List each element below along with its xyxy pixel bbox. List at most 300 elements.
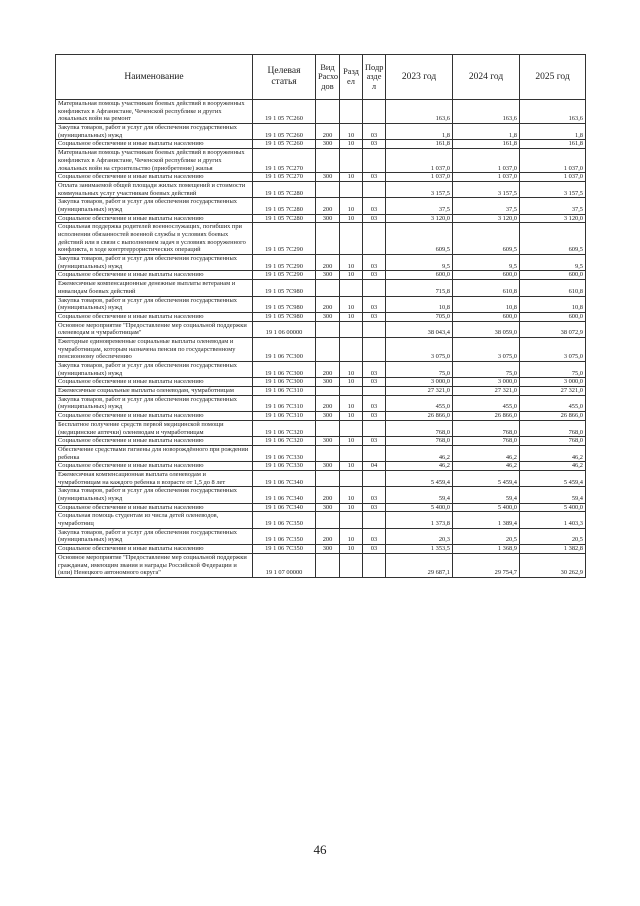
row-value-2023: 600,0: [386, 271, 453, 280]
row-section: 10: [340, 528, 363, 544]
row-target-code: 19 1 05 7С980: [253, 312, 316, 321]
row-value-2024: 3 000,0: [453, 378, 520, 387]
row-expense-type: [316, 470, 340, 486]
table-row: [56, 181, 586, 197]
row-name: Социальное обеспечение и иные выплаты населению: [56, 437, 253, 446]
table-row: [56, 553, 586, 577]
row-expense-type: [316, 181, 340, 197]
row-value-2025: 5 400,0: [520, 503, 586, 512]
row-value-2023: 161,8: [386, 140, 453, 149]
row-value-2024: 46,2: [453, 445, 520, 461]
row-target-code: 19 1 06 7С340: [253, 487, 316, 503]
row-target-code: 19 1 06 7С310: [253, 412, 316, 421]
row-subsection: 03: [363, 412, 386, 421]
row-value-2025: 46,2: [520, 445, 586, 461]
row-expense-type: 300: [316, 214, 340, 223]
row-subsection: 03: [363, 528, 386, 544]
table-row: [56, 271, 586, 280]
row-expense-type: 200: [316, 124, 340, 140]
table-row: [56, 124, 586, 140]
row-name: Социальное обеспечение и иные выплаты населению: [56, 214, 253, 223]
row-value-2025: 3 000,0: [520, 378, 586, 387]
table-row: [56, 321, 586, 337]
row-target-code: 19 1 06 7С320: [253, 420, 316, 436]
table-row: [56, 214, 586, 223]
row-value-2024: 46,2: [453, 462, 520, 471]
row-value-2023: 10,8: [386, 296, 453, 312]
row-target-code: 19 1 06 7С310: [253, 395, 316, 411]
row-target-code: 19 1 06 7С300: [253, 337, 316, 361]
row-value-2025: 46,2: [520, 462, 586, 471]
row-subsection: [363, 420, 386, 436]
row-section: [340, 223, 363, 255]
row-name: Материальная помощь участникам боевых действий в вооруженных конфликтах в Афганистане, Чеченской республике и других локальных войн на строительство (приобретение) жилья: [56, 149, 253, 173]
row-value-2023: 46,2: [386, 445, 453, 461]
row-expense-type: 200: [316, 528, 340, 544]
row-target-code: 19 1 05 7С280: [253, 214, 316, 223]
row-section: [340, 470, 363, 486]
table-row: [56, 487, 586, 503]
row-subsection: [363, 181, 386, 197]
row-name: Закупка товаров, работ и услуг для обеспечения государственных (муниципальных) нужд: [56, 255, 253, 271]
row-section: 10: [340, 362, 363, 378]
row-section: 10: [340, 395, 363, 411]
row-value-2023: 768,0: [386, 437, 453, 446]
row-section: [340, 149, 363, 173]
row-subsection: 03: [363, 395, 386, 411]
row-target-code: 19 1 05 7С260: [253, 100, 316, 124]
row-subsection: 03: [363, 198, 386, 214]
row-name: Закупка товаров, работ и услуг для обеспечения государственных (муниципальных) нужд: [56, 198, 253, 214]
row-name: Социальное обеспечение и иные выплаты населению: [56, 271, 253, 280]
row-value-2024: 38 059,0: [453, 321, 520, 337]
row-value-2024: 29 754,7: [453, 553, 520, 577]
table-row: [56, 378, 586, 387]
row-target-code: 19 1 06 7С350: [253, 545, 316, 554]
row-value-2025: 3 120,0: [520, 214, 586, 223]
row-value-2024: 1 368,9: [453, 545, 520, 554]
table-row: [56, 395, 586, 411]
row-name: Бесплатное получение средств первой медицинской помощи (медицинские аптечки) оленеводам и чумработницам: [56, 420, 253, 436]
row-name: Социальное обеспечение и иные выплаты населению: [56, 312, 253, 321]
header-target: Целевая статья: [253, 55, 316, 100]
row-value-2025: 27 321,0: [520, 387, 586, 396]
row-value-2023: 1 353,5: [386, 545, 453, 554]
row-name: Закупка товаров, работ и услуг для обеспечения государственных (муниципальных) нужд: [56, 487, 253, 503]
row-expense-type: [316, 223, 340, 255]
row-value-2023: 1 037,0: [386, 149, 453, 173]
row-value-2025: 5 459,4: [520, 470, 586, 486]
header-name: Наименование: [56, 55, 253, 100]
row-value-2025: 3 157,5: [520, 181, 586, 197]
row-value-2024: 1 037,0: [453, 173, 520, 182]
row-value-2023: 75,0: [386, 362, 453, 378]
row-subsection: [363, 553, 386, 577]
row-section: 10: [340, 462, 363, 471]
table-row: [56, 470, 586, 486]
row-value-2023: 3 157,5: [386, 181, 453, 197]
table-row: [56, 223, 586, 255]
row-subsection: 03: [363, 362, 386, 378]
row-section: [340, 387, 363, 396]
row-value-2024: 1 389,4: [453, 512, 520, 528]
row-subsection: 03: [363, 271, 386, 280]
row-section: [340, 100, 363, 124]
row-name: Социальное обеспечение и иные выплаты населению: [56, 378, 253, 387]
row-subsection: 03: [363, 437, 386, 446]
row-value-2023: 3 000,0: [386, 378, 453, 387]
row-name: Ежегодные единовременные социальные выплаты оленеводам и чумработницам, которым назначена пенсия по государственному пенсионному обеспечению: [56, 337, 253, 361]
row-section: 10: [340, 255, 363, 271]
row-expense-type: [316, 280, 340, 296]
row-target-code: 19 1 06 7С300: [253, 378, 316, 387]
row-expense-type: 300: [316, 271, 340, 280]
row-section: [340, 321, 363, 337]
row-section: 10: [340, 545, 363, 554]
row-target-code: 19 1 05 7С290: [253, 271, 316, 280]
row-value-2024: 768,0: [453, 420, 520, 436]
row-value-2024: 9,5: [453, 255, 520, 271]
row-expense-type: 200: [316, 296, 340, 312]
row-name: Ежемесячные социальные выплаты оленеводам, чумработницам: [56, 387, 253, 396]
row-value-2024: 20,5: [453, 528, 520, 544]
row-value-2024: 163,6: [453, 100, 520, 124]
row-value-2023: 3 120,0: [386, 214, 453, 223]
row-value-2023: 1 037,0: [386, 173, 453, 182]
table-row: [56, 503, 586, 512]
row-value-2025: 30 262,9: [520, 553, 586, 577]
row-value-2023: 715,8: [386, 280, 453, 296]
row-value-2023: 59,4: [386, 487, 453, 503]
row-expense-type: 200: [316, 487, 340, 503]
row-section: 10: [340, 124, 363, 140]
page-number: 46: [313, 842, 327, 857]
row-name: Оплата занимаемой общей площади жилых помещений и стоимости коммунальных услуг участникам боевых действий: [56, 181, 253, 197]
row-name: Основное мероприятие "Предоставление мер социальной поддержки оленеводам и чумработницам": [56, 321, 253, 337]
header-expense-type: Вид Расхо дов: [316, 55, 340, 100]
row-value-2025: 38 072,9: [520, 321, 586, 337]
row-value-2023: 27 321,0: [386, 387, 453, 396]
row-section: 10: [340, 198, 363, 214]
row-value-2024: 3 157,5: [453, 181, 520, 197]
table-row: [56, 312, 586, 321]
row-target-code: 19 1 05 7С270: [253, 173, 316, 182]
table-header-row: [56, 55, 586, 100]
header-year-2025: 2025 год: [520, 55, 586, 100]
row-expense-type: 200: [316, 362, 340, 378]
row-value-2023: 37,5: [386, 198, 453, 214]
row-value-2025: 600,0: [520, 312, 586, 321]
row-name: Ежемесячные компенсационные денежные выплаты ветеранам и инвалидам боевых действий: [56, 280, 253, 296]
row-section: [340, 337, 363, 361]
row-value-2023: 9,5: [386, 255, 453, 271]
row-expense-type: [316, 445, 340, 461]
row-value-2023: 163,6: [386, 100, 453, 124]
row-name: Социальное обеспечение и иные выплаты населению: [56, 462, 253, 471]
table-row: [56, 512, 586, 528]
row-target-code: 19 1 05 7С280: [253, 198, 316, 214]
row-target-code: 19 1 07 00000: [253, 553, 316, 577]
row-name: Основное мероприятие "Предоставление мер социальной поддержки гражданам, имеющим звания и награды Российской Федерации и (или) Ненецкого автономного округа": [56, 553, 253, 577]
row-value-2025: 37,5: [520, 198, 586, 214]
row-subsection: [363, 512, 386, 528]
row-value-2025: 768,0: [520, 420, 586, 436]
row-name: Социальное обеспечение и иные выплаты населению: [56, 503, 253, 512]
row-value-2023: 705,0: [386, 312, 453, 321]
row-value-2023: 455,0: [386, 395, 453, 411]
row-value-2025: 20,5: [520, 528, 586, 544]
table-row: [56, 412, 586, 421]
row-section: [340, 420, 363, 436]
row-target-code: 19 1 05 7С290: [253, 223, 316, 255]
row-section: 10: [340, 378, 363, 387]
row-subsection: [363, 149, 386, 173]
row-value-2025: 600,0: [520, 271, 586, 280]
row-value-2024: 768,0: [453, 437, 520, 446]
row-value-2023: 5 400,0: [386, 503, 453, 512]
table-row: [56, 462, 586, 471]
row-name: Обеспечение средствами гигиены для новорождённого при рождении ребенка: [56, 445, 253, 461]
row-section: 10: [340, 296, 363, 312]
table-body: [56, 100, 586, 578]
row-value-2025: 1 037,0: [520, 149, 586, 173]
row-value-2024: 455,0: [453, 395, 520, 411]
row-target-code: 19 1 05 7С280: [253, 181, 316, 197]
row-name: Социальное обеспечение и иные выплаты населению: [56, 173, 253, 182]
row-subsection: 03: [363, 296, 386, 312]
row-expense-type: 200: [316, 395, 340, 411]
row-value-2023: 20,3: [386, 528, 453, 544]
table-row: [56, 362, 586, 378]
row-value-2024: 161,8: [453, 140, 520, 149]
table-row: [56, 528, 586, 544]
row-name: Социальное обеспечение и иные выплаты населению: [56, 140, 253, 149]
row-target-code: 19 1 06 00000: [253, 321, 316, 337]
table-row: [56, 387, 586, 396]
row-name: Закупка товаров, работ и услуг для обеспечения государственных (муниципальных) нужд: [56, 528, 253, 544]
row-value-2024: 1 037,0: [453, 149, 520, 173]
row-value-2025: 3 075,0: [520, 337, 586, 361]
table-row: [56, 337, 586, 361]
table-row: [56, 545, 586, 554]
row-subsection: 03: [363, 487, 386, 503]
row-value-2024: 3 120,0: [453, 214, 520, 223]
row-value-2024: 609,5: [453, 223, 520, 255]
table-row: [56, 255, 586, 271]
row-value-2024: 27 321,0: [453, 387, 520, 396]
table-row: [56, 280, 586, 296]
row-target-code: 19 1 05 7С260: [253, 140, 316, 149]
row-target-code: 19 1 05 7С260: [253, 124, 316, 140]
row-target-code: 19 1 06 7С330: [253, 462, 316, 471]
row-expense-type: [316, 387, 340, 396]
row-expense-type: 300: [316, 173, 340, 182]
row-name: Материальная помощь участникам боевых действий в вооруженных конфликтах в Афганистане, Чеченской республике и других локальных войн на ремонт: [56, 100, 253, 124]
row-value-2023: 768,0: [386, 420, 453, 436]
row-section: [340, 181, 363, 197]
row-target-code: 19 1 06 7С300: [253, 362, 316, 378]
row-target-code: 19 1 05 7С980: [253, 280, 316, 296]
row-value-2024: 75,0: [453, 362, 520, 378]
row-section: 10: [340, 173, 363, 182]
table-row: [56, 437, 586, 446]
row-value-2024: 600,0: [453, 312, 520, 321]
row-subsection: 03: [363, 312, 386, 321]
row-section: 10: [340, 437, 363, 446]
row-expense-type: [316, 100, 340, 124]
row-expense-type: 200: [316, 198, 340, 214]
row-expense-type: 300: [316, 503, 340, 512]
row-value-2024: 5 400,0: [453, 503, 520, 512]
row-name: Социальная помощь студентам из числа детей оленеводов, чумработниц: [56, 512, 253, 528]
row-name: Социальная поддержка родителей военнослужащих, погибших при исполнении обязанностей военной службы в условиях боевых действий или в связи с выполнением задач в условиях вооруженного конфликта, в ходе контртеррористических операций: [56, 223, 253, 255]
row-expense-type: [316, 512, 340, 528]
row-section: 10: [340, 271, 363, 280]
row-value-2025: 1 403,3: [520, 512, 586, 528]
row-subsection: 03: [363, 378, 386, 387]
row-value-2023: 1 373,8: [386, 512, 453, 528]
row-target-code: 19 1 06 7С320: [253, 437, 316, 446]
row-expense-type: [316, 337, 340, 361]
row-value-2025: 10,8: [520, 296, 586, 312]
row-value-2025: 609,5: [520, 223, 586, 255]
row-section: 10: [340, 487, 363, 503]
row-value-2024: 1,8: [453, 124, 520, 140]
row-value-2023: 26 866,0: [386, 412, 453, 421]
row-name: Социальное обеспечение и иные выплаты населению: [56, 545, 253, 554]
row-value-2025: 161,8: [520, 140, 586, 149]
row-target-code: 19 1 06 7С350: [253, 528, 316, 544]
row-subsection: [363, 321, 386, 337]
row-value-2024: 26 866,0: [453, 412, 520, 421]
table-row: [56, 173, 586, 182]
row-value-2024: 10,8: [453, 296, 520, 312]
header-year-2023: 2023 год: [386, 55, 453, 100]
row-value-2025: 768,0: [520, 437, 586, 446]
table-row: [56, 420, 586, 436]
row-expense-type: 300: [316, 545, 340, 554]
row-name: Социальное обеспечение и иные выплаты населению: [56, 412, 253, 421]
header-year-2024: 2024 год: [453, 55, 520, 100]
row-value-2025: 455,0: [520, 395, 586, 411]
row-expense-type: 300: [316, 378, 340, 387]
row-subsection: [363, 223, 386, 255]
row-section: 10: [340, 412, 363, 421]
row-section: [340, 445, 363, 461]
row-subsection: [363, 387, 386, 396]
row-target-code: 19 1 06 7С350: [253, 512, 316, 528]
table-row: [56, 100, 586, 124]
row-expense-type: 300: [316, 412, 340, 421]
budget-table: [55, 54, 586, 578]
row-value-2024: 5 459,4: [453, 470, 520, 486]
table-row: [56, 198, 586, 214]
row-subsection: [363, 445, 386, 461]
row-subsection: [363, 337, 386, 361]
row-section: [340, 512, 363, 528]
row-value-2024: 59,4: [453, 487, 520, 503]
row-subsection: 03: [363, 173, 386, 182]
row-value-2023: 29 687,1: [386, 553, 453, 577]
table-row: [56, 149, 586, 173]
row-subsection: 03: [363, 255, 386, 271]
row-value-2024: 3 075,0: [453, 337, 520, 361]
row-value-2024: 600,0: [453, 271, 520, 280]
row-name: Ежемесячная компенсационная выплата оленеводам и чумработницам на каждого ребенка в возрасте от 1,5 до 8 лет: [56, 470, 253, 486]
row-section: 10: [340, 140, 363, 149]
row-value-2025: 59,4: [520, 487, 586, 503]
row-expense-type: [316, 420, 340, 436]
table-row: [56, 140, 586, 149]
row-expense-type: 300: [316, 437, 340, 446]
row-value-2025: 610,8: [520, 280, 586, 296]
row-value-2023: 5 459,4: [386, 470, 453, 486]
row-subsection: 03: [363, 503, 386, 512]
row-expense-type: 300: [316, 312, 340, 321]
row-target-code: 19 1 06 7С340: [253, 503, 316, 512]
row-subsection: 03: [363, 124, 386, 140]
row-subsection: 04: [363, 462, 386, 471]
row-value-2023: 38 043,4: [386, 321, 453, 337]
row-target-code: 19 1 06 7С340: [253, 470, 316, 486]
row-expense-type: 200: [316, 255, 340, 271]
row-expense-type: 300: [316, 140, 340, 149]
header-section: Разд ел: [340, 55, 363, 100]
row-target-code: 19 1 05 7С290: [253, 255, 316, 271]
row-value-2024: 37,5: [453, 198, 520, 214]
row-target-code: 19 1 05 7С270: [253, 149, 316, 173]
row-value-2025: 163,6: [520, 100, 586, 124]
row-subsection: [363, 100, 386, 124]
row-section: [340, 280, 363, 296]
row-value-2024: 610,8: [453, 280, 520, 296]
row-name: Закупка товаров, работ и услуг для обеспечения государственных (муниципальных) нужд: [56, 124, 253, 140]
row-name: Закупка товаров, работ и услуг для обеспечения государственных (муниципальных) нужд: [56, 395, 253, 411]
row-subsection: [363, 280, 386, 296]
row-value-2023: 1,8: [386, 124, 453, 140]
row-value-2025: 1 382,8: [520, 545, 586, 554]
row-section: 10: [340, 503, 363, 512]
row-subsection: 03: [363, 140, 386, 149]
row-expense-type: [316, 553, 340, 577]
row-value-2023: 609,5: [386, 223, 453, 255]
row-section: [340, 553, 363, 577]
row-value-2025: 9,5: [520, 255, 586, 271]
table-row: [56, 296, 586, 312]
row-value-2023: 46,2: [386, 462, 453, 471]
row-section: 10: [340, 312, 363, 321]
row-target-code: 19 1 06 7С310: [253, 387, 316, 396]
row-value-2025: 1,8: [520, 124, 586, 140]
header-subsection: Подр азде л: [363, 55, 386, 100]
row-expense-type: [316, 321, 340, 337]
row-subsection: [363, 470, 386, 486]
row-name: Закупка товаров, работ и услуг для обеспечения государственных (муниципальных) нужд: [56, 296, 253, 312]
row-name: Закупка товаров, работ и услуг для обеспечения государственных (муниципальных) нужд: [56, 362, 253, 378]
row-value-2025: 26 866,0: [520, 412, 586, 421]
row-expense-type: [316, 149, 340, 173]
row-target-code: 19 1 05 7С980: [253, 296, 316, 312]
row-target-code: 19 1 06 7С330: [253, 445, 316, 461]
row-value-2025: 75,0: [520, 362, 586, 378]
row-subsection: 03: [363, 214, 386, 223]
row-subsection: 03: [363, 545, 386, 554]
table-row: [56, 445, 586, 461]
row-value-2023: 3 075,0: [386, 337, 453, 361]
row-section: 10: [340, 214, 363, 223]
row-value-2025: 1 037,0: [520, 173, 586, 182]
row-expense-type: 300: [316, 462, 340, 471]
